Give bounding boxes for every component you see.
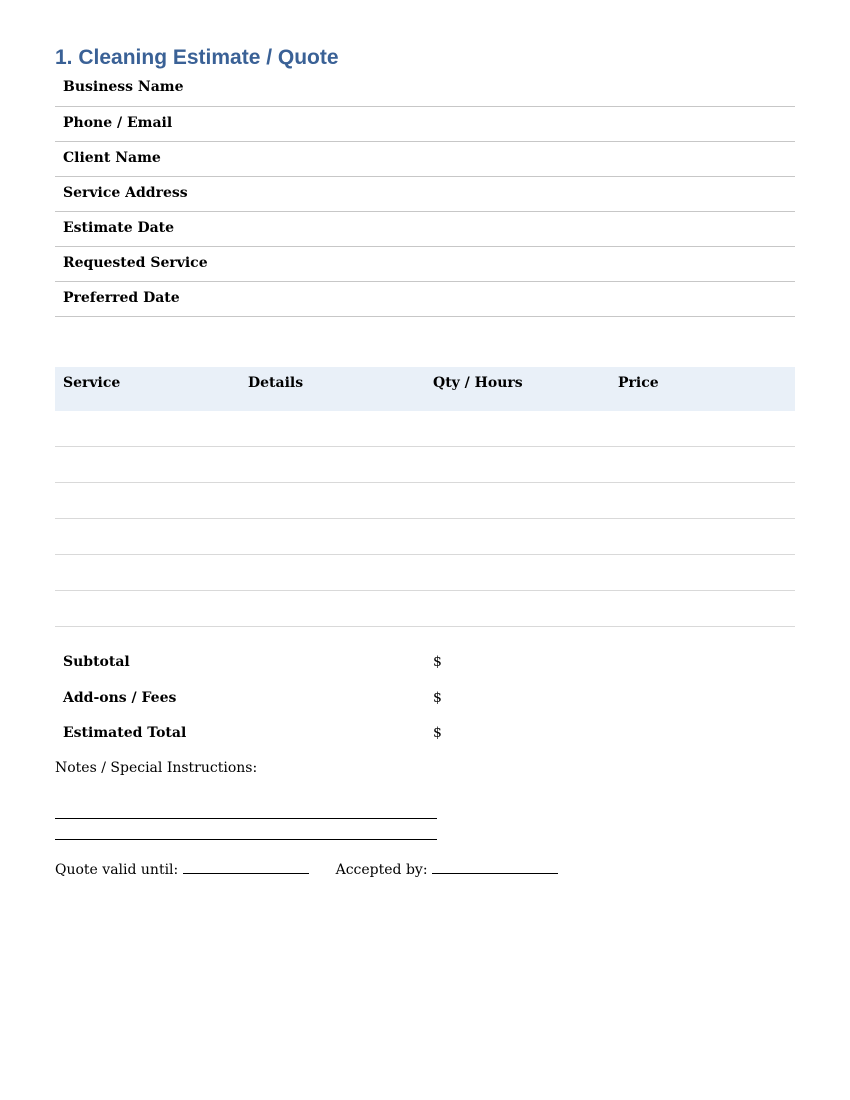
- info-label: Service Address: [55, 176, 795, 211]
- document-title: 1. Cleaning Estimate / Quote: [55, 46, 339, 69]
- details-cell[interactable]: [240, 447, 425, 483]
- table-row: [55, 483, 795, 519]
- client-info-table: [55, 71, 795, 317]
- info-row-requested-service: [55, 246, 795, 281]
- notes-label: Notes / Special Instructions:: [55, 760, 258, 776]
- table-row: [55, 519, 795, 555]
- addons-fees-currency: $: [433, 689, 442, 706]
- subtotal-row: [55, 646, 795, 682]
- service-items-table: [55, 367, 795, 627]
- details-cell[interactable]: [240, 483, 425, 519]
- price-cell[interactable]: [610, 591, 795, 627]
- price-cell[interactable]: [610, 447, 795, 483]
- items-header-row: [55, 367, 795, 411]
- price-cell[interactable]: [610, 483, 795, 519]
- info-label: Requested Service: [55, 246, 795, 281]
- table-row: [55, 555, 795, 591]
- estimated-total-row: [55, 717, 795, 753]
- subtotal-label: Subtotal: [63, 654, 130, 670]
- accepted-by-label: Accepted by:: [335, 862, 428, 878]
- qty-cell[interactable]: [425, 447, 610, 483]
- estimated-total-label: Estimated Total: [63, 725, 187, 741]
- info-row-preferred-date: [55, 281, 795, 316]
- qty-cell[interactable]: [425, 411, 610, 447]
- notes-line[interactable]: [55, 839, 437, 840]
- accepted-by-blank[interactable]: [432, 861, 558, 874]
- addons-fees-label: Add-ons / Fees: [63, 689, 177, 706]
- valid-until-blank[interactable]: [183, 861, 309, 874]
- details-cell[interactable]: [240, 411, 425, 447]
- table-row: [55, 447, 795, 483]
- qty-cell[interactable]: [425, 591, 610, 627]
- table-row: [55, 591, 795, 627]
- price-cell[interactable]: [610, 555, 795, 591]
- details-cell[interactable]: [240, 591, 425, 627]
- service-cell[interactable]: [55, 447, 240, 483]
- col-header-details: Details: [240, 367, 425, 411]
- service-cell[interactable]: [55, 519, 240, 555]
- price-cell[interactable]: [610, 411, 795, 447]
- info-label: Phone / Email: [55, 106, 795, 141]
- details-cell[interactable]: [240, 519, 425, 555]
- info-row-client-name: [55, 141, 795, 176]
- totals-section: [55, 646, 795, 753]
- col-header-qty-hours: Qty / Hours: [425, 367, 610, 411]
- qty-cell[interactable]: [425, 555, 610, 591]
- service-cell[interactable]: [55, 591, 240, 627]
- info-label: Estimate Date: [55, 211, 795, 246]
- info-label: Business Name: [55, 71, 795, 106]
- valid-until-label: Quote valid until:: [55, 862, 179, 878]
- col-header-price: Price: [610, 367, 795, 411]
- info-row-business-name: [55, 71, 795, 106]
- service-cell[interactable]: [55, 483, 240, 519]
- estimated-total-currency: $: [433, 725, 442, 741]
- subtotal-currency: $: [433, 654, 442, 670]
- info-row-phone-email: [55, 106, 795, 141]
- info-label: Preferred Date: [55, 281, 795, 316]
- qty-cell[interactable]: [425, 519, 610, 555]
- info-row-service-address: [55, 176, 795, 211]
- service-cell[interactable]: [55, 411, 240, 447]
- details-cell[interactable]: [240, 555, 425, 591]
- info-row-estimate-date: [55, 211, 795, 246]
- price-cell[interactable]: [610, 519, 795, 555]
- col-header-service: Service: [55, 367, 240, 411]
- info-label: Client Name: [55, 141, 795, 176]
- table-row: [55, 411, 795, 447]
- addons-fees-row: [55, 682, 795, 718]
- quote-footer: [55, 861, 558, 878]
- service-cell[interactable]: [55, 555, 240, 591]
- qty-cell[interactable]: [425, 483, 610, 519]
- notes-line[interactable]: [55, 818, 437, 819]
